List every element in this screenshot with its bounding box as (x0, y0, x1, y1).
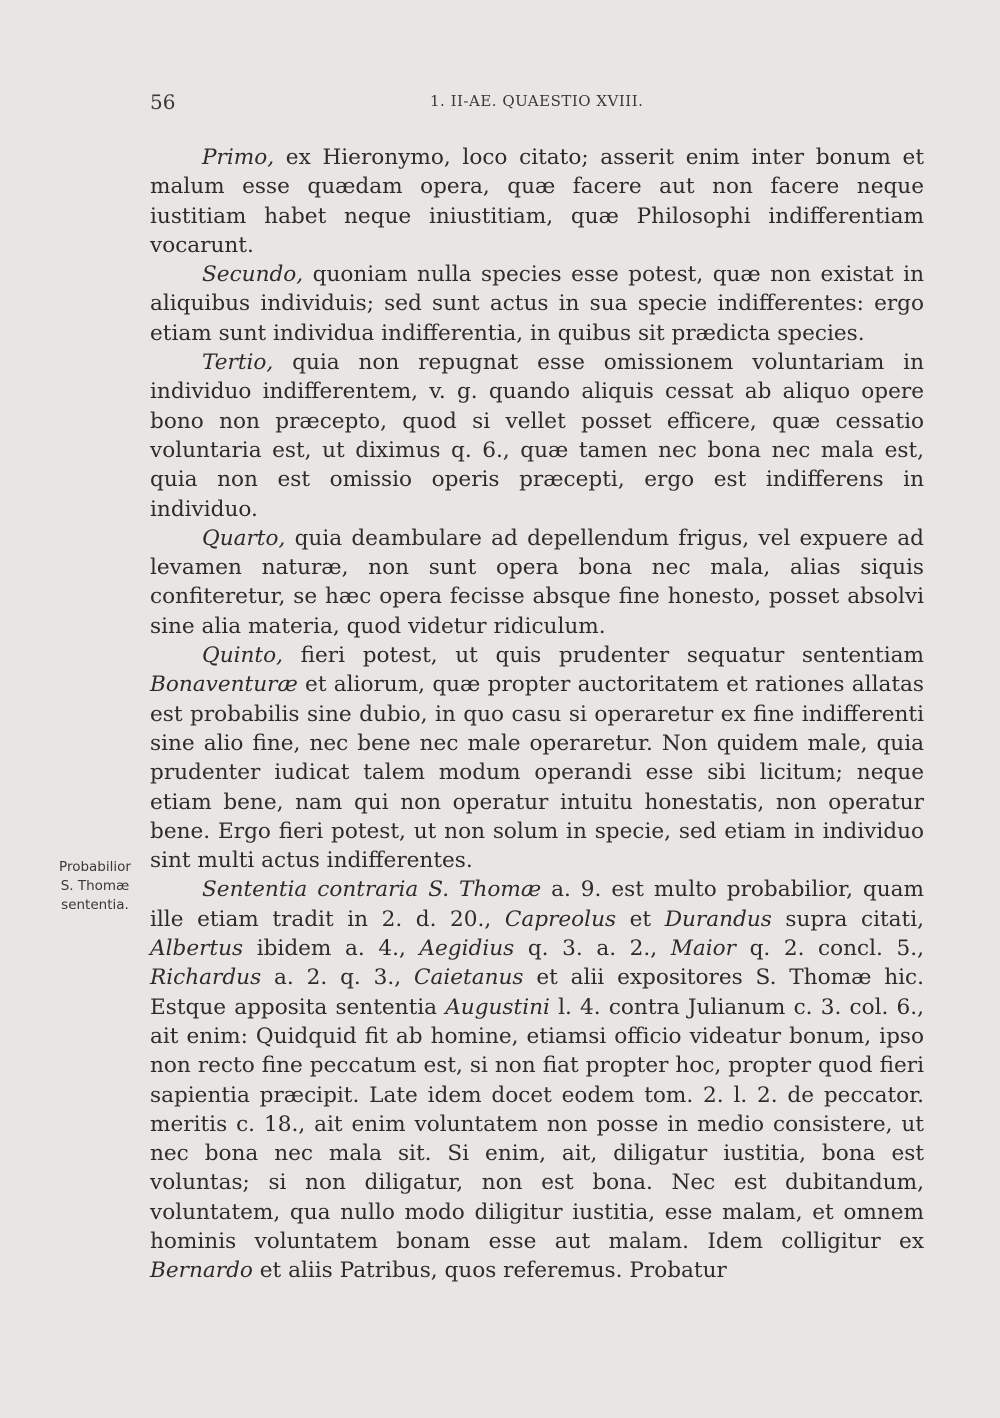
paragraph-text: quia deambulare ad depellendum frigus, vel expuere ad levamen naturæ, non sunt opera bona nec mala, alias siquis confiteretur, se hæc opera fecisse absque fine honesto, posset absolvi sine alia materia, quod videtur ridiculum. (150, 525, 924, 639)
author-name: Bonaventuræ (150, 672, 298, 698)
paragraph-text: et aliorum, quæ propter auctoritatem et rationes allatas est probabilis sine dubio, in quo casu si operaretur ex fine indifferenti sine alio fine, nec bene nec male operaretur. Non quidem male, quia prudenter iudicat talem modum operandi esse sibi licitum; neque etiam bene, nam qui non operatur intuitu honestatis, non operatur bene. Ergo fieri potest, ut non solum in specie, sed etiam in individuo sint multi actus indifferentes. (150, 672, 924, 874)
paragraph-lead: Primo, (202, 145, 275, 170)
paragraph-lead: Quinto, (202, 643, 283, 669)
paragraph-text: et aliis Patribus, quos referemus. Probatur (252, 1258, 727, 1284)
author-name: Maior (670, 936, 736, 962)
margin-note-line: sententia. (61, 897, 129, 913)
paragraph-text: et alii expositores S. Thomæ hic. Estque apposita sententia (150, 965, 924, 1020)
paragraph-text: q. 3. a. 2., (514, 936, 671, 962)
paragraph-text: a. 9. est multo probabilior, quam ille etiam tradit in 2. d. 20., (150, 877, 924, 932)
author-name: Capreolus (504, 906, 617, 932)
paragraph-quinto (150, 641, 924, 875)
margin-note-line: S. Thomæ (60, 878, 130, 894)
paragraph-lead: Secundo, (202, 262, 304, 288)
running-head-title: 1. II-AE. QUAESTIO XVIII. (430, 92, 644, 110)
author-name: Aegidius (419, 936, 515, 962)
author-name: Augustini (445, 994, 550, 1020)
paragraph-secundo (150, 260, 924, 348)
paragraph-quarto (150, 524, 924, 641)
page-number: 56 (150, 90, 176, 114)
paragraph-text: ex Hieronymo, loco citato; asserit enim inter bonum et malum esse quædam opera, quæ facere aut non facere neque iustitiam habet neque iniustitiam, quæ Philosophi indifferentiam vocarunt. (150, 145, 924, 258)
paragraph-text: quia non repugnat esse omissionem voluntariam in individuo indifferentem, v. g. quando aliquis cessat ab aliquo opere bono non præcepto, quod si vellet posset efficere, quæ cessatio voluntaria est, ut diximus q. 6., quæ tamen nec bona nec mala est, quia non est omissio operis præcepti, ergo est indifferens in individuo. (150, 350, 924, 522)
paragraph-tertio (150, 348, 924, 524)
paragraph-text: a. 2. q. 3., (261, 965, 414, 991)
paragraph-text: quoniam nulla species esse potest, quæ non existat in aliquibus individuis; sed sunt actus in sua specie indifferentes: ergo etiam sunt individua indifferentia, in quibus sit prædicta species. (150, 262, 924, 346)
paragraph-lead: Quarto, (202, 525, 286, 551)
author-name: Bernardo (150, 1258, 253, 1284)
margin-note (47, 858, 143, 915)
paragraph-sententia (150, 875, 924, 1285)
paragraph-primo (150, 143, 924, 260)
author-name: Caietanus (413, 965, 524, 991)
paragraph-text: q. 2. concl. 5., (735, 936, 924, 962)
paragraph-text: et (616, 906, 665, 932)
paragraph-lead: Sententia contraria S. Thomæ (202, 877, 542, 903)
paragraph-text: l. 4. contra Julianum c. 3. col. 6., ait enim: Quidquid fit ab homine, etiamsi officio videatur bonum, ipso non recto fine peccatum est, si non fiat propter hoc, propter quod fieri sapientia præcipit. Late idem docet eodem tom. 2. l. 2. de peccator. meritis c. 18., ait enim voluntatem non posse in medio consistere, ut nec bona nec mala sit. Si enim, ait, diligatur iustitia, bona est voluntas; si non diligatur, non est bona. Nec est dubitandum, voluntatem, qua nullo modo diligitur iustitia, esse malam, et omnem hominis voluntatem bonam esse aut malam. Idem colligitur ex (150, 994, 924, 1254)
running-head (150, 90, 925, 114)
margin-note-line: Probabilior (59, 859, 131, 875)
paragraph-lead: Tertio, (202, 350, 274, 376)
paragraph-text: supra citati, (771, 906, 924, 932)
paragraph-text: ibidem a. 4., (243, 936, 420, 962)
author-name: Albertus (150, 936, 244, 962)
paragraph-text: fieri potest, ut quis prudenter sequatur sententiam (282, 643, 924, 669)
body-text (150, 143, 924, 1286)
author-name: Durandus (664, 906, 772, 932)
author-name: Richardus (150, 965, 262, 991)
